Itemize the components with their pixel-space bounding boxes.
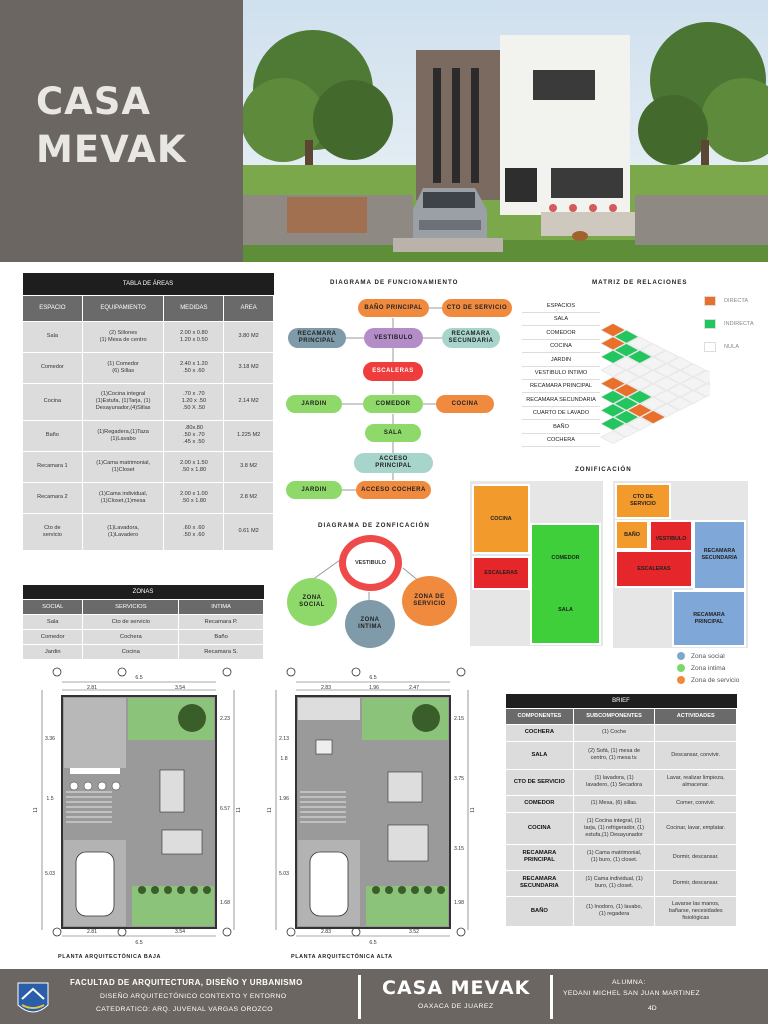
areas-cell-equip: (1)Cocina integral (1)Estufa, (1)Tarja, (1) Desayunador,(4)Sillas: [82, 383, 164, 420]
areas-cell-espacio: Recamara 2: [23, 482, 83, 513]
zonas-header-social: SOCIAL: [23, 599, 83, 614]
dim-right-total: 11: [236, 807, 242, 813]
areas-cell-medidas: 2.40 x 1.20 .50 x .60: [164, 352, 224, 383]
shrub-icon: [372, 886, 380, 894]
brief-cell-componente: BAÑO: [506, 896, 574, 926]
zone-block-cto: CTO DE SERVICIO: [615, 483, 671, 519]
brief-cell-subcomponente: (1) Inodoro, (1) lavabo, (1) regadera: [573, 896, 655, 926]
areas-header-area: AREA: [224, 295, 274, 321]
brief-cell-actividad: Dormir, descansar.: [655, 870, 737, 896]
shrub-icon: [151, 886, 159, 894]
shrub-icon: [385, 886, 393, 894]
dim-left-upper: 2.13: [278, 736, 290, 742]
dim-right-upper: 2.23: [219, 716, 231, 722]
brief-cell-subcomponente: (1) lavadora, (1) lavadero, (1) Secadora: [573, 769, 655, 795]
zone-block-escaleras: ESCALERAS: [472, 556, 530, 590]
brief-cell-actividad: Descansar, convivir.: [655, 741, 737, 769]
title-block: [0, 0, 243, 262]
table-row: [506, 724, 737, 741]
areas-cell-medidas: .70 x .70 1.20 x .50 .50 X .50: [164, 383, 224, 420]
table-row: [23, 451, 274, 482]
zonas-cell: Cochera: [83, 629, 179, 644]
legend-dot: [677, 652, 685, 660]
dim-top-total: 6.5: [135, 675, 143, 681]
dim-bottom-left: 2.81: [86, 929, 98, 935]
areas-cell-espacio: Cocina: [23, 383, 83, 420]
dim-left-lower: 5.03: [44, 871, 56, 877]
counter: [70, 768, 120, 774]
legend-swatch: [704, 296, 716, 306]
dim-left-a: 1.8: [280, 756, 288, 762]
dim-right-mid: 6.57: [219, 806, 231, 812]
areas-header-equipamiento: EQUIPAMIENTO: [82, 295, 164, 321]
dim-left-total: 11: [267, 807, 273, 813]
stool-icon: [84, 782, 92, 790]
brief-caption: BRIEF: [506, 694, 737, 708]
shrub-icon: [398, 886, 406, 894]
zonas-header-servicios: SERVICIOS: [83, 599, 179, 614]
brief-cell-subcomponente: (1) Cama matrimonial, (1) buro, (1) closet.: [573, 844, 655, 870]
zonificacion-legend-item: [677, 652, 725, 660]
brief-header-subcomponentes: SUBCOMPONENTES: [573, 708, 655, 724]
dim-top-left: 2.83: [320, 685, 332, 691]
dim-bottom-left: 2.83: [320, 929, 332, 935]
zone-block-comedor: [530, 523, 601, 645]
brief-cell-actividad: Comer, convivir.: [655, 795, 737, 812]
areas-cell-area: 3.80 M2: [224, 321, 274, 352]
table-row: [506, 769, 737, 795]
node-recamara-secundaria: RECAMARA SECUNDARIA: [442, 328, 500, 348]
zonificacion-legend-item: [677, 676, 739, 684]
dim-top-right: 3.54: [174, 685, 186, 691]
table-row: [23, 644, 264, 659]
table-row: [506, 870, 737, 896]
matrix-grid: [600, 318, 710, 448]
node-acceso-principal: ACCESO PRINCIPAL: [354, 453, 433, 473]
legend-label: INDIRECTA: [724, 321, 754, 327]
plan-baja-caption: PLANTA ARQUITECTÓNICA BAJA: [58, 954, 161, 960]
node-cocina: COCINA: [436, 395, 494, 413]
areas-cell-equip: (1)Regadera,(1)Taza (1)Lavabo: [82, 420, 164, 451]
dim-top-right: 2.47: [408, 685, 420, 691]
areas-header-medidas: MEDIDAS: [164, 295, 224, 321]
footer-divider-left: [358, 975, 361, 1019]
node-sala: SALA: [365, 424, 421, 442]
shrub-icon: [177, 886, 185, 894]
brief-header-componentes: COMPONENTES: [506, 708, 574, 724]
table-row: [23, 482, 274, 513]
table-row: [23, 321, 274, 352]
table-row: [23, 420, 274, 451]
matrix-row-label: SALA: [522, 313, 600, 326]
dim-left-b: 1.96: [278, 796, 290, 802]
node-escaleras: ESCALERAS: [363, 362, 423, 381]
dim-top-mid: 1.96: [368, 685, 380, 691]
zonificacion-title: ZONIFICACIÓN: [575, 466, 632, 473]
table-row: [506, 844, 737, 870]
legend-swatch: [704, 319, 716, 329]
brief-cell-componente: RECAMARA PRINCIPAL: [506, 844, 574, 870]
axis-marker: [457, 928, 465, 936]
matrix-row-label: BAÑO: [522, 421, 600, 434]
brief-header-actividades: ACTIVIDADES: [655, 708, 737, 724]
brief-cell-componente: COCINA: [506, 812, 574, 844]
page-title: [36, 78, 187, 174]
dim-top-left: 2.81: [86, 685, 98, 691]
areas-cell-area: 2.8 M2: [224, 482, 274, 513]
shrub-icon: [203, 886, 211, 894]
matrix-row-label: VESTIBULO INTIMO: [522, 367, 600, 380]
course-name: DISEÑO ARQUITECTÓNICO CONTEXTO Y ENTORNO: [100, 993, 287, 1000]
project-location: OAXACA DE JUAREZ: [418, 1003, 494, 1010]
facade-render: [243, 0, 768, 262]
legend-dot: [677, 676, 685, 684]
zone-block-rec-pri: RECAMARA PRINCIPAL: [672, 590, 746, 647]
areas-header-espacio: ESPACIO: [23, 295, 83, 321]
dim-bottom-total: 6.5: [369, 940, 377, 946]
zonificacion-legend-item: [677, 664, 725, 672]
brief-cell-componente: COMEDOR: [506, 795, 574, 812]
areas-cell-medidas: 2.00 x 0.80 1.20 x 0.50: [164, 321, 224, 352]
zone-block-sala: SALA: [558, 606, 573, 613]
matrix-row-label: ESPACIOS: [522, 300, 600, 313]
areas-cell-medidas: .80x.80 .50 x .70 .45 x .50: [164, 420, 224, 451]
tree-icon: [178, 704, 206, 732]
dim-bottom-right: 3.52: [408, 929, 420, 935]
dim-left-total: 11: [33, 807, 39, 813]
axis-marker: [53, 928, 61, 936]
table-row: [506, 795, 737, 812]
tree-icon: [412, 704, 440, 732]
dim-left-upper: 3.36: [44, 736, 56, 742]
teacher-name: CATEDRATICO: ARQ. JUVENAL VARGAS OROZCO: [96, 1006, 273, 1013]
zone-servicio: ZONA DE SERVICIO: [402, 576, 457, 626]
table-row: [23, 629, 264, 644]
areas-cell-equip: (1) Comedor (6) Sillas: [82, 352, 164, 383]
dim-left-mid: 1.5: [46, 796, 54, 802]
node-jardin-1: JARDIN: [286, 395, 342, 413]
dim-right-lower: 1.98: [453, 900, 465, 906]
brief-cell-subcomponente: (1) Cocina integral, (1) tarja, (1) refrigerador, (1) estufa,(1) Desayunador: [573, 812, 655, 844]
axis-marker: [287, 668, 295, 676]
shrub-icon: [164, 886, 172, 894]
matriz-title: MATRIZ DE RELACIONES: [592, 279, 688, 286]
node-cto-servicio: CTO DE SERVICIO: [442, 299, 512, 317]
zone-block-bano: BAÑO: [615, 520, 649, 550]
zonas-cell: Jardin: [23, 644, 83, 659]
toilet-icon: [316, 740, 332, 754]
shrub-icon: [437, 886, 445, 894]
stool-icon: [112, 782, 120, 790]
node-jardin-2: JARDIN: [286, 481, 342, 499]
areas-cell-area: 1.225 M2: [224, 420, 274, 451]
matrix-row-label: JARDIN: [522, 354, 600, 367]
areas-cell-equip: (1)Lavadora, (1)Lavadero: [82, 513, 164, 550]
student-label: ALUMNA:: [612, 979, 646, 986]
car-icon: [76, 852, 114, 916]
brief-cell-actividad: Lavarse las manos, bañarse, necesidades fisiológicas: [655, 896, 737, 926]
areas-cell-espacio: Recamara 1: [23, 451, 83, 482]
areas-cell-equip: (1)Cama individual, (1)Closet,(1)mesa: [82, 482, 164, 513]
node-acceso-cochera: ACCESO COCHERA: [356, 481, 431, 499]
brief-cell-componente: COCHERA: [506, 724, 574, 741]
zone-block-rec-sec: RECAMARA SECUNDARIA: [693, 520, 746, 590]
areas-cell-area: 2.14 M2: [224, 383, 274, 420]
areas-cell-equip: (2) Sillones (1) Mesa de centro: [82, 321, 164, 352]
zonas-cell: Sala: [23, 614, 83, 629]
zonas-table: [22, 585, 264, 660]
legend-label: Zona de servicio: [691, 676, 740, 684]
areas-cell-espacio: Baño: [23, 420, 83, 451]
kitchen-area: [64, 698, 126, 768]
axis-marker: [118, 928, 126, 936]
title-line-1: CASA: [36, 80, 152, 123]
areas-cell-area: 3.8 M2: [224, 451, 274, 482]
matrix-row-label: RECAMARA PRINCIPAL: [522, 380, 600, 393]
zonificacion-diagram-title: DIAGRAMA DE ZONFICACIÓN: [318, 522, 430, 529]
areas-cell-espacio: Cto de servicio: [23, 513, 83, 550]
footer-divider-right: [550, 975, 553, 1019]
dim-bottom-total: 6.5: [135, 940, 143, 946]
brief-cell-actividad: [655, 724, 737, 741]
axis-marker: [457, 668, 465, 676]
dim-right-upper: 2.15: [453, 716, 465, 722]
student-name: YEDANI MICHEL SAN JUAN MARTINEZ: [563, 990, 701, 997]
matrix-row-label: COCINA: [522, 340, 600, 353]
project-name: CASA MEVAK: [382, 977, 531, 999]
dim-right-total: 11: [470, 807, 476, 813]
brief-cell-componente: CTO DE SERVICIO: [506, 769, 574, 795]
table-row: [23, 614, 264, 629]
areas-cell-medidas: .60 x .60 .50 x .60: [164, 513, 224, 550]
zonas-cell: Baño: [179, 629, 264, 644]
zone-social: ZONA SOCIAL: [287, 578, 337, 626]
brief-table: [505, 694, 737, 927]
shrub-icon: [138, 886, 146, 894]
brief-cell-subcomponente: (1) Mesa, (6) sillas.: [573, 795, 655, 812]
matrix-row-label: COCHERA: [522, 434, 600, 447]
student-group: 4D: [648, 1005, 657, 1012]
node-vestibulo: VESTIBULO: [364, 328, 423, 348]
areas-cell-espacio: Comedor: [23, 352, 83, 383]
axis-marker: [287, 928, 295, 936]
node-recamara-principal: RECAMARA PRINCIPAL: [288, 328, 346, 348]
car-icon: [310, 852, 348, 916]
bed-icon: [388, 772, 422, 802]
zone-block-cocina: COCINA: [472, 484, 530, 554]
legend-label: Zona social: [691, 652, 725, 660]
zonas-cell: Cocina: [83, 644, 179, 659]
table-row: [506, 812, 737, 844]
zonas-cell: Comedor: [23, 629, 83, 644]
areas-cell-medidas: 2.00 x 1.50 .50 x 1.80: [164, 451, 224, 482]
brief-cell-subcomponente: (1) Coche: [573, 724, 655, 741]
legend-swatch: [704, 342, 716, 352]
matrix-row-label: CUARTO DE LAVADO: [522, 407, 600, 420]
dim-right-a: 3.75: [453, 776, 465, 782]
axis-marker: [223, 928, 231, 936]
table-row: [23, 383, 274, 420]
bed-icon: [388, 825, 428, 861]
closet-area: [298, 698, 360, 720]
axis-marker: [352, 928, 360, 936]
stool-icon: [98, 782, 106, 790]
matrix-row-label: RECAMARA SECUNDARIA: [522, 394, 600, 407]
brief-cell-actividad: Dormir, descansar.: [655, 844, 737, 870]
matrix-legend-item: [704, 296, 748, 306]
shrub-icon: [411, 886, 419, 894]
node-bano-principal: BAÑO PRINCIPAL: [358, 299, 429, 317]
zonas-cell: Cto de servicio: [83, 614, 179, 629]
zonas-cell: Recamara P.: [179, 614, 264, 629]
zonas-table-caption: ZONAS: [23, 585, 264, 599]
plan-alta-caption: PLANTA ARQUITECTÓNICA ALTA: [291, 954, 393, 960]
dim-top-total: 6.5: [369, 675, 377, 681]
table-row: [23, 352, 274, 383]
areas-cell-equip: (1)Cama matrimonial, (1)Closet: [82, 451, 164, 482]
axis-marker: [352, 668, 360, 676]
legend-dot: [677, 664, 685, 672]
zone-block-escaleras-alta: ESCALERAS: [615, 550, 693, 588]
brief-cell-actividad: Cocinar, lavar, emplatar.: [655, 812, 737, 844]
axis-marker: [223, 668, 231, 676]
title-line-2: MEVAK: [36, 128, 187, 171]
legend-label: Zona intima: [691, 664, 726, 672]
zone-block-vestibulo: VESTIBULO: [649, 520, 693, 558]
matrix-legend-item: [704, 319, 754, 329]
zonas-header-intima: INTIMA: [179, 599, 264, 614]
zone-comedor-label: COMEDOR: [551, 555, 580, 561]
zonas-cell: Recamara S.: [179, 644, 264, 659]
footer: [0, 969, 768, 1024]
dim-left-lower: 5.03: [278, 871, 290, 877]
axis-marker: [53, 668, 61, 676]
table-row: [506, 741, 737, 769]
node-comedor: COMEDOR: [363, 395, 423, 413]
brief-cell-componente: RECAMARA SECUNDARIA: [506, 870, 574, 896]
university-logo: [16, 981, 50, 1019]
brief-cell-actividad: Lavar, realizar limpieza, almacenar.: [655, 769, 737, 795]
legend-label: NULA: [724, 344, 739, 350]
zone-center-ring: [339, 535, 402, 591]
faculty-name: FACULTAD DE ARQUITECTURA, DISEÑO Y URBANISMO: [70, 978, 303, 987]
areas-cell-espacio: Sala: [23, 321, 83, 352]
stool-icon: [70, 782, 78, 790]
areas-table: [22, 273, 274, 551]
matrix-row-label: COMEDOR: [522, 327, 600, 340]
areas-table-caption: TABLA DE ÁREAS: [23, 273, 274, 295]
funcionamiento-title: DIAGRAMA DE FUNCIONAMIENTO: [330, 279, 459, 286]
zone-intima: ZONA INTIMA: [345, 600, 395, 648]
axis-marker: [118, 668, 126, 676]
shrub-icon: [424, 886, 432, 894]
dim-right-lower: 1.68: [219, 900, 231, 906]
dim-right-b: 3.15: [453, 846, 465, 852]
areas-cell-medidas: 2.00 x 1.00 .50 x 1.80: [164, 482, 224, 513]
zone-center-label: VESTIBULO: [355, 560, 386, 566]
table-row: [506, 896, 737, 926]
areas-cell-area: 3.18 M2: [224, 352, 274, 383]
brief-cell-subcomponente: (2) Sofá, (1) mesa de centro, (1) mesa tv.: [573, 741, 655, 769]
areas-cell-area: 0.61 M2: [224, 513, 274, 550]
shrub-icon: [190, 886, 198, 894]
brief-cell-subcomponente: (1) Cama individual, (1) buro, (1) closet.: [573, 870, 655, 896]
legend-label: DIRECTA: [724, 298, 749, 304]
dim-bottom-right: 3.54: [174, 929, 186, 935]
sofa: [162, 830, 202, 854]
dining-table: [160, 770, 184, 812]
floor-plans: [0, 660, 500, 960]
matrix-legend-item: [704, 342, 739, 352]
table-row: [23, 513, 274, 550]
brief-cell-componente: SALA: [506, 741, 574, 769]
